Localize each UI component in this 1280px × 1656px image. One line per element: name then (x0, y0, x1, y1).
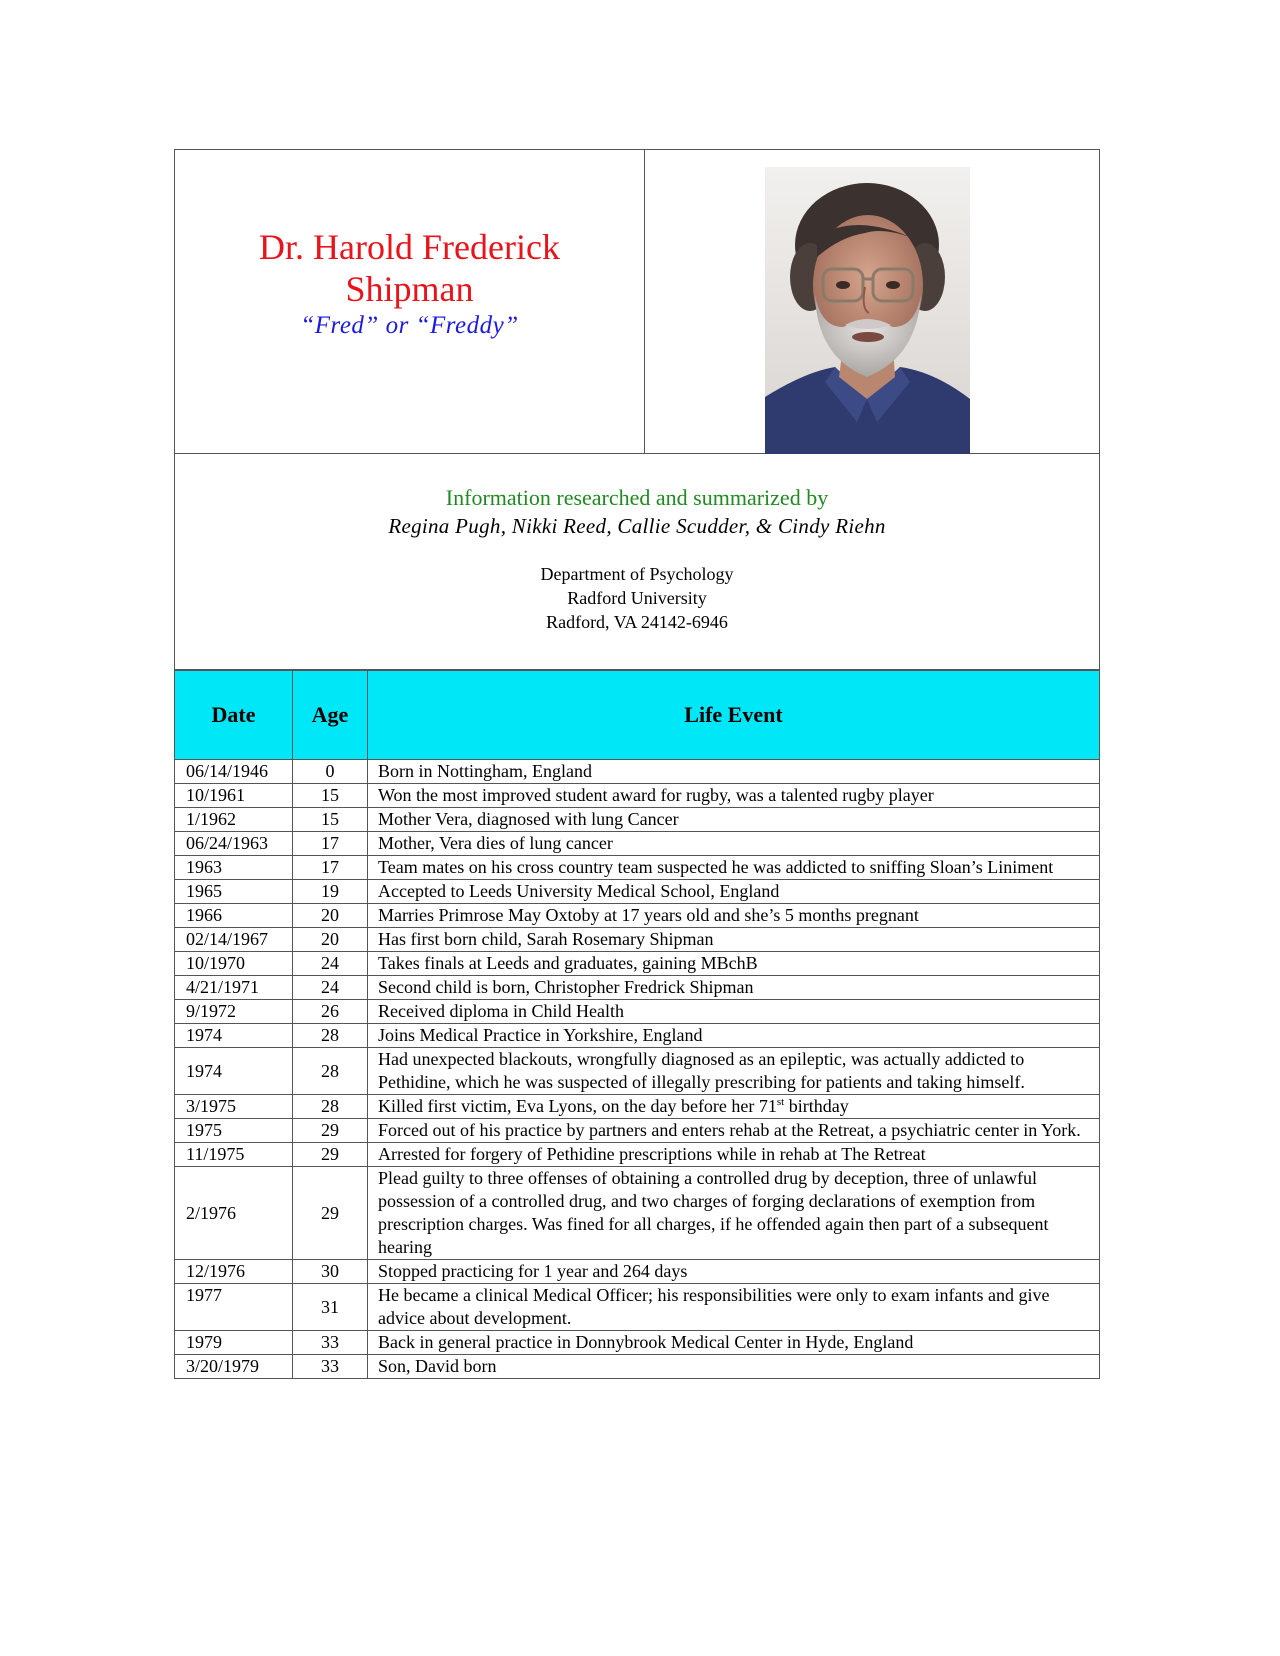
event-description: Received diploma in Child Health (368, 1000, 1100, 1024)
event-age: 15 (293, 784, 368, 808)
table-row (175, 1284, 1100, 1331)
table-row (175, 1000, 1100, 1024)
table-row (175, 1143, 1100, 1167)
event-age: 33 (293, 1331, 368, 1355)
event-age: 20 (293, 928, 368, 952)
event-description: Mother Vera, diagnosed with lung Cancer (368, 808, 1100, 832)
event-age: 28 (293, 1095, 368, 1119)
event-date: 10/1961 (175, 784, 293, 808)
event-date: 3/1975 (175, 1095, 293, 1119)
table-row (175, 1355, 1100, 1379)
event-date: 1979 (175, 1331, 293, 1355)
event-age: 17 (293, 832, 368, 856)
event-description: Born in Nottingham, England (368, 760, 1100, 784)
event-date: 06/14/1946 (175, 760, 293, 784)
event-date: 1/1962 (175, 808, 293, 832)
event-date: 2/1976 (175, 1167, 293, 1260)
event-age: 31 (293, 1284, 368, 1331)
event-description: Joins Medical Practice in Yorkshire, England (368, 1024, 1100, 1048)
event-age: 26 (293, 1000, 368, 1024)
table-row (175, 1024, 1100, 1048)
event-date: 11/1975 (175, 1143, 293, 1167)
authors-list: Regina Pugh, Nikki Reed, Callie Scudder, & Cindy Riehn (388, 514, 886, 538)
event-age: 28 (293, 1048, 368, 1095)
table-row (175, 952, 1100, 976)
event-age: 29 (293, 1143, 368, 1167)
date-column-header: Date (175, 671, 293, 760)
event-text: Killed first victim, Eva Lyons, on the day before her 71 (378, 1096, 777, 1116)
document-sheet (174, 149, 1100, 1379)
event-date: 1974 (175, 1048, 293, 1095)
header-section (174, 149, 1100, 454)
event-age: 24 (293, 952, 368, 976)
event-date: 1974 (175, 1024, 293, 1048)
table-header-row (175, 671, 1100, 760)
event-text-end: birthday (784, 1096, 849, 1116)
event-age: 24 (293, 976, 368, 1000)
table-row (175, 808, 1100, 832)
table-row (175, 1119, 1100, 1143)
affiliation-block (175, 562, 1099, 634)
subject-name-line1: Dr. Harold Frederick (259, 227, 560, 267)
ordinal-suffix: st (776, 1096, 785, 1108)
table-row (175, 784, 1100, 808)
table-row (175, 856, 1100, 880)
event-age: 30 (293, 1260, 368, 1284)
event-age: 29 (293, 1119, 368, 1143)
event-description (368, 1095, 1100, 1119)
table-row (175, 1260, 1100, 1284)
table-row (175, 1048, 1100, 1095)
life-event-column-header: Life Event (368, 671, 1100, 760)
table-row (175, 1095, 1100, 1119)
event-description: Plead guilty to three offenses of obtaining a controlled drug by deception, three of unlawful possession of a controlled drug, and two charges of forging declarations of exemption from prescription charges. Was fined for all charges, if he offended again then part of a subsequent hearing (368, 1167, 1100, 1260)
event-description: Forced out of his practice by partners and enters rehab at the Retreat, a psychiatric center in York. (368, 1119, 1100, 1143)
table-row (175, 760, 1100, 784)
table-row (175, 904, 1100, 928)
event-age: 0 (293, 760, 368, 784)
age-column-header: Age (293, 671, 368, 760)
event-date: 1966 (175, 904, 293, 928)
event-description: Had unexpected blackouts, wrongfully diagnosed as an epileptic, was actually addicted to Pethidine, which he was suspected of illegally prescribing for patients and taking himself. (368, 1048, 1100, 1095)
photo-cell (645, 150, 1099, 453)
event-description: Second child is born, Christopher Fredrick Shipman (368, 976, 1100, 1000)
subject-nickname: “Fred” or “Freddy” (300, 312, 519, 339)
event-description: Stopped practicing for 1 year and 264 days (368, 1260, 1100, 1284)
event-description: Mother, Vera dies of lung cancer (368, 832, 1100, 856)
event-description: Back in general practice in Donnybrook Medical Center in Hyde, England (368, 1331, 1100, 1355)
table-row (175, 832, 1100, 856)
event-description: Won the most improved student award for rugby, was a talented rugby player (368, 784, 1100, 808)
event-date: 06/24/1963 (175, 832, 293, 856)
credits-section (174, 454, 1100, 670)
department-name: Department of Psychology (540, 564, 734, 584)
event-description: Has first born child, Sarah Rosemary Shipman (368, 928, 1100, 952)
table-row (175, 1167, 1100, 1260)
event-description: Marries Primrose May Oxtoby at 17 years old and she’s 5 months pregnant (368, 904, 1100, 928)
university-name: Radford University (567, 588, 707, 608)
event-age: 15 (293, 808, 368, 832)
event-date: 02/14/1967 (175, 928, 293, 952)
portrait-photo (765, 167, 970, 454)
event-age: 20 (293, 904, 368, 928)
event-description: He became a clinical Medical Officer; his responsibilities were only to exam infants and give advice about development. (368, 1284, 1100, 1331)
event-description: Arrested for forgery of Pethidine prescriptions while in rehab at The Retreat (368, 1143, 1100, 1167)
event-description: Takes finals at Leeds and graduates, gaining MBchB (368, 952, 1100, 976)
event-age: 28 (293, 1024, 368, 1048)
event-age: 29 (293, 1167, 368, 1260)
event-date: 4/21/1971 (175, 976, 293, 1000)
name-cell (175, 150, 645, 453)
researched-by-label: Information researched and summarized by (445, 485, 829, 510)
event-date: 1977 (175, 1284, 293, 1331)
event-description: Accepted to Leeds University Medical School, England (368, 880, 1100, 904)
event-age: 19 (293, 880, 368, 904)
table-row (175, 928, 1100, 952)
table-row (175, 1331, 1100, 1355)
event-age: 17 (293, 856, 368, 880)
table-row (175, 880, 1100, 904)
university-address: Radford, VA 24142-6946 (546, 612, 728, 632)
event-date: 10/1970 (175, 952, 293, 976)
event-date: 3/20/1979 (175, 1355, 293, 1379)
event-date: 1963 (175, 856, 293, 880)
event-description: Son, David born (368, 1355, 1100, 1379)
life-events-table (174, 670, 1100, 1379)
event-date: 9/1972 (175, 1000, 293, 1024)
table-row (175, 976, 1100, 1000)
event-description: Team mates on his cross country team suspected he was addicted to sniffing Sloan’s Liniment (368, 856, 1100, 880)
event-date: 1965 (175, 880, 293, 904)
event-age: 33 (293, 1355, 368, 1379)
event-date: 1975 (175, 1119, 293, 1143)
subject-name-line2: Shipman (345, 269, 474, 309)
event-date: 12/1976 (175, 1260, 293, 1284)
